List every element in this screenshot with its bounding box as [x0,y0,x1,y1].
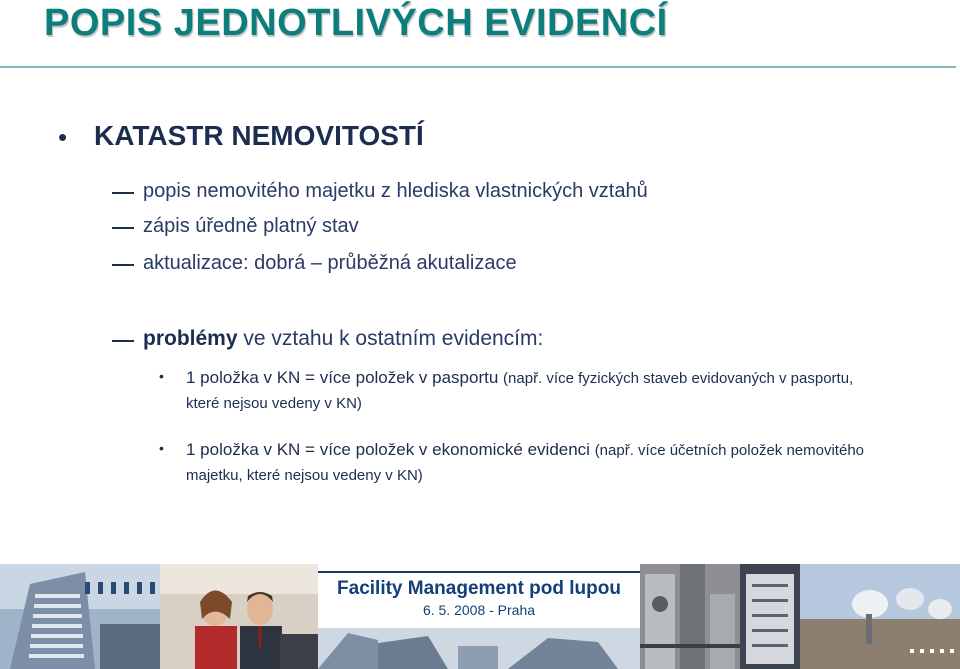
problem-rest: ve vztahu k ostatním evidencím: [237,327,544,350]
point-main: 1 položka v KN = více položek v ekonomické evidenci [186,440,595,459]
people-photo [160,564,318,669]
footer-subtitle: 6. 5. 2008 - Praha [422,602,536,618]
sub-item: aktualizace: dobrá – průběžná akutalizace [143,252,517,274]
problem-point [186,366,886,416]
server-photo [740,564,800,669]
dash-marker [112,340,134,342]
section-heading: KATASTR NEMOVITOSTÍ [94,120,424,151]
technical-room-photo [640,564,740,669]
problem-bold: problémy [143,327,238,350]
dash-marker [112,192,134,194]
antenna-photo [800,564,960,669]
sub-item: popis nemovitého majetku z hlediska vlastnických vztahů [143,180,648,202]
point-detail: (např. více účetních položek nemovitého majetku, které nejsou vedeny v KN) [186,442,865,484]
title-divider [0,66,956,68]
dash-marker [112,227,134,229]
bullet-marker: • [58,122,68,152]
sub-item: zápis úředně platný stav [143,215,359,237]
dash-marker [112,264,134,266]
point-detail: (např. více fyzických staveb evidovaných v pasportu, které nejsou vedeny v KN) [186,370,854,412]
point-marker: • [159,440,164,456]
footer-rule [318,571,640,573]
buildings-skyline [318,628,640,669]
slide-title: POPIS JEDNOTLIVÝCH EVIDENCÍ [44,2,668,44]
footer-title: Facility Management pod lupou [337,578,621,599]
point-main: 1 položka v KN = více položek v pasportu [186,368,504,387]
point-marker: • [159,368,164,384]
building-photo [0,564,160,669]
problem-point [186,438,886,488]
problem-heading [143,327,543,351]
